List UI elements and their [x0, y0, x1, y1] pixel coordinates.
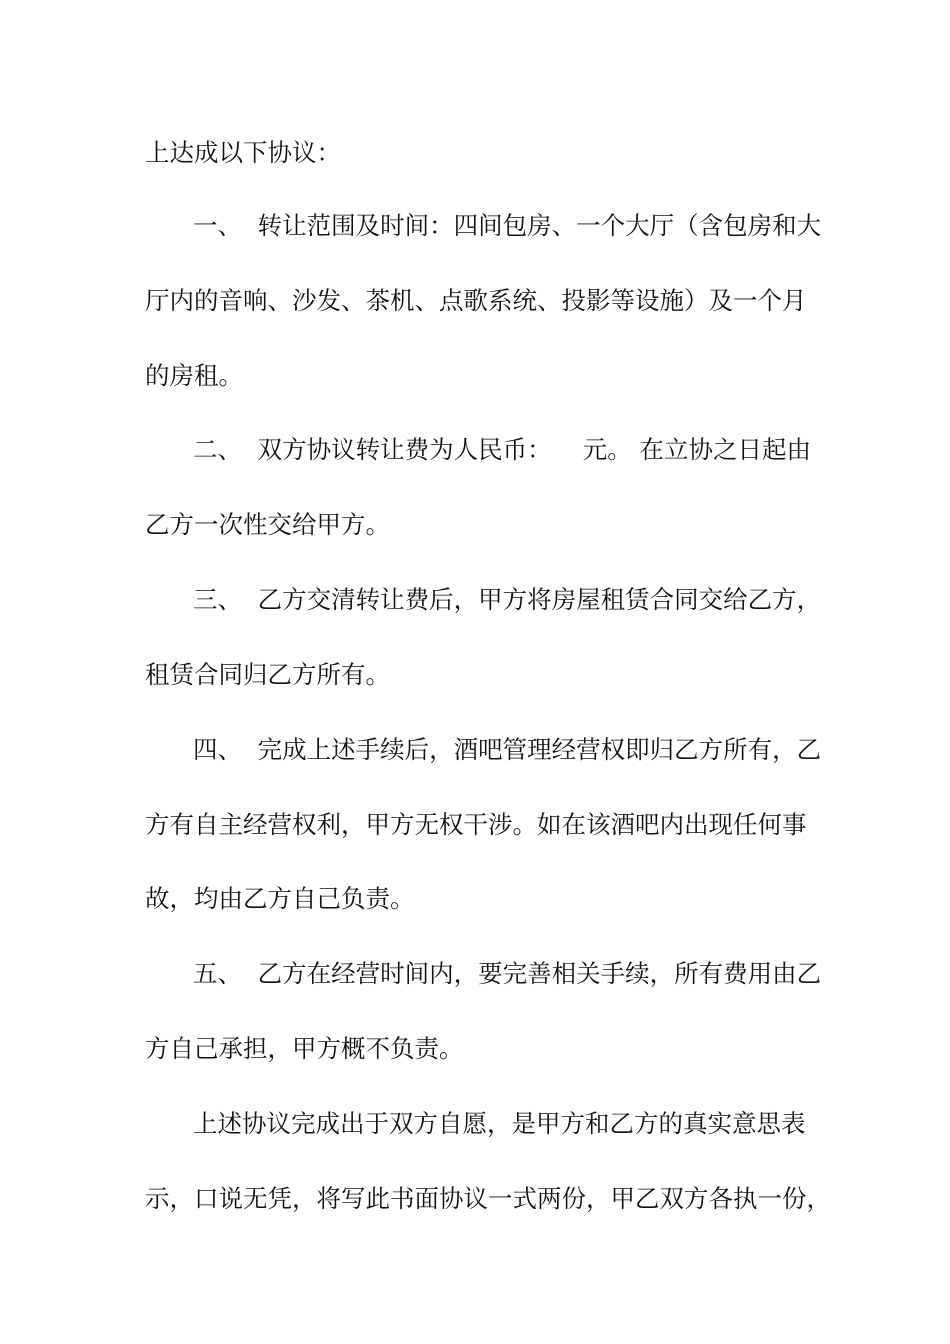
clause-4-line-1: 四、 完成上述手续后，酒吧管理经营权即归乙方所有，乙	[193, 735, 822, 764]
clause-2-line-2: 乙方一次性交给甲方。	[145, 510, 390, 539]
clause-3-line-2: 租赁合同归乙方所有。	[145, 660, 390, 689]
closing-line-1: 上述协议完成出于双方自愿，是甲方和乙方的真实意思表	[193, 1109, 806, 1138]
clause-1-line-2: 厅内的音响、沙发、茶机、点歌系统、投影等设施）及一个月	[145, 286, 807, 315]
clause-2-line-1: 二、 双方协议转让费为人民币： 元。 在立协之日起由	[193, 435, 812, 464]
clause-4-line-2: 方有自主经营权利，甲方无权干涉。如在该酒吧内出现任何事	[145, 810, 807, 839]
clause-4-line-3: 故，均由乙方自己负责。	[145, 884, 415, 913]
clause-3-line-1: 三、 乙方交清转让费后，甲方将房屋租赁合同交给乙方，	[193, 585, 822, 614]
clause-1-line-1: 一、 转让范围及时间：四间包房、一个大厅（含包房和大	[193, 211, 822, 240]
clause-5-line-2: 方自己承担，甲方概不负责。	[145, 1034, 464, 1063]
clause-5-line-1: 五、 乙方在经营时间内，要完善相关手续，所有费用由乙	[193, 959, 822, 988]
intro-line: 上达成以下协议：	[145, 138, 341, 167]
closing-line-2: 示，口说无凭，将写此书面协议一式两份，甲乙双方各执一份，	[145, 1184, 831, 1213]
clause-1-line-3: 的房租。	[145, 361, 243, 390]
